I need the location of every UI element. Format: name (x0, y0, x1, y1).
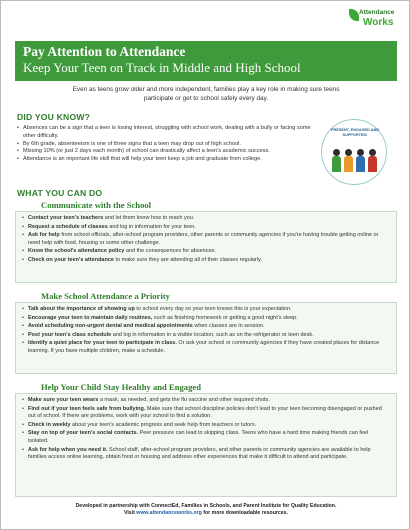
list-item: • Identify a quiet place for your teen to participate in class. Or ask your school or community agencies if they have created places for distance learning. If you have multiple children, make a schedule. (22, 340, 390, 355)
communicate-heading: Communicate with the School (41, 200, 152, 210)
did-you-know-list (17, 125, 317, 164)
title-line2: Keep Your Teen on Track in Middle and High School (23, 60, 301, 75)
title-banner (15, 41, 397, 81)
footer-line2: Visit www.attendanceworks.org for more downloadable resources. (123, 510, 289, 516)
list-item: • Stay on top of your teen's social contacts. Peer pressure can lead to skipping class. Teens who have a hard time making friends can feel isolated. (22, 430, 390, 445)
leaf-icon (349, 9, 359, 21)
student-figure-icon (344, 149, 353, 172)
list-item: • Post your teen's class schedule and log in information in a visible location, such as on the refrigerator or teen desk. (22, 332, 390, 340)
list-item: • Find out if your teen feels safe from bullying. Make sure that school discipline policies don't lead to your teen becoming disengaged or pushed out of school. If there are problems, work with your school to find a solution. (22, 406, 390, 421)
badge-text: PRESENT, ENGAGED AND SUPPORTED! (331, 128, 379, 137)
did-you-know-heading: DID YOU KNOW? (17, 112, 91, 122)
list-item: • Check on your teen's attendance to make sure they are attending all of their classes regularly. (22, 257, 390, 265)
communicate-box (15, 211, 397, 283)
priority-heading: Make School Attendance a Priority (41, 291, 170, 301)
list-item: • Ask for help from school officials, after-school program providers, other parents or community agencies if you're having trouble getting online or need help with food, housing or some other challenge. (22, 232, 390, 247)
list-item: • Ask for help when you need it. School staff, after-school program providers, and other parents or community agencies are available to help families access online learning, obtain food or housing and address other experiences that make it difficult to attend and participate. (22, 447, 390, 462)
student-figure-icon (332, 149, 341, 172)
attendance-works-logo (349, 9, 405, 37)
list-item: • Missing 10% (or just 2 days each month) of school can drastically affect a teen's academic success. (17, 148, 317, 156)
healthy-box (15, 393, 397, 497)
intro-text: Even as teens grow older and more independent, families play a key role in making sure teens participate or get to school safely every day. (72, 86, 340, 102)
footer-line1: Developed in partnership with ConnectEd, Families in Schools, and Parent Institute for Quality Education. (75, 503, 337, 509)
what-you-can-do-heading: WHAT YOU CAN DO (17, 188, 103, 198)
website-link[interactable]: www.attendanceworks.org (136, 510, 202, 516)
list-item: • Attendance is an important life skill that will help your teen keep a job and graduate from college. (17, 156, 317, 164)
logo-line1: Attendance (359, 9, 395, 16)
list-item: • Avoid scheduling non-urgent dental and medical appointments when classes are in session. (22, 323, 390, 331)
healthy-heading: Help Your Child Stay Healthy and Engaged (41, 382, 201, 392)
list-item: • Request a schedule of classes and log in information for your teen. (22, 224, 390, 232)
student-figure-icon (356, 149, 365, 172)
list-item: • Absences can be a sign that a teen is losing interest, struggling with school work, dealing with a bully or facing some other difficulty. (17, 125, 317, 141)
list-item: • Talk about the importance of showing up to school every day so your teen knows this is your expectation. (22, 306, 390, 314)
logo-line2: Works (363, 17, 394, 28)
list-item: • Encourage your teen to maintain daily routines, such as finishing homework or getting a good night's sleep. (22, 315, 390, 323)
list-item: • Make sure your teen wears a mask, as needed, and gets the flu vaccine and other required shots. (22, 397, 390, 405)
priority-box (15, 302, 397, 374)
title-line1: Pay Attention to Attendance (23, 44, 186, 59)
list-item: • Know the school's attendance policy and the consequences for absences. (22, 248, 390, 256)
list-item: • By 6th grade, absenteeism is one of three signs that a teen may drop out of high school. (17, 141, 317, 149)
footer (31, 503, 381, 517)
engaged-badge (321, 119, 387, 185)
list-item: • Contact your teen's teachers and let them know how to reach you. (22, 215, 390, 223)
student-figure-icon (368, 149, 377, 172)
list-item: • Check in weekly about your teen's academic progress and seek help from teachers or tutors. (22, 422, 390, 430)
